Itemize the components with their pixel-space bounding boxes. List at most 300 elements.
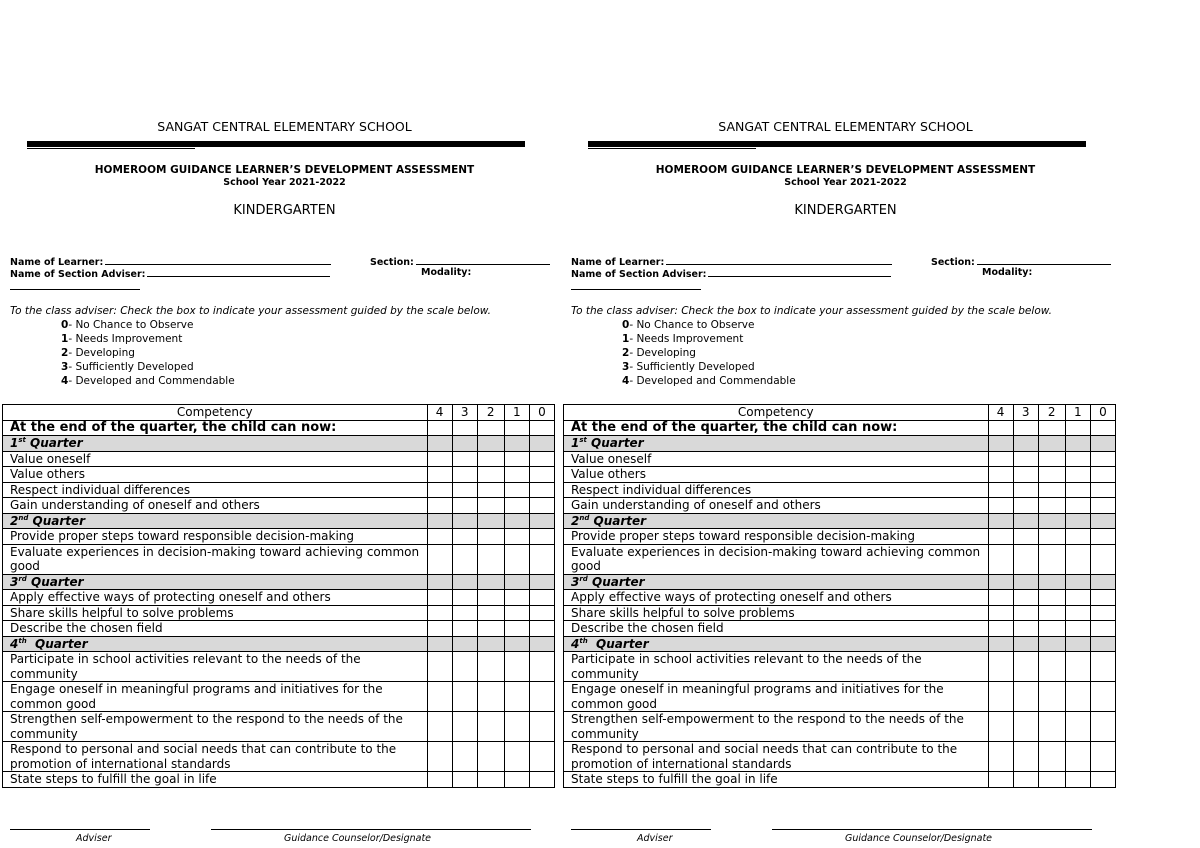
quarter-row: [564, 636, 1116, 652]
competency-row: [3, 498, 555, 514]
score-checkbox[interactable]: [452, 636, 477, 652]
competency-row: [564, 529, 1116, 545]
score-column-header: 4: [427, 405, 452, 421]
competency-row: [564, 652, 1116, 682]
score-checkbox[interactable]: [529, 772, 554, 788]
score-checkbox[interactable]: [504, 590, 529, 606]
school-name: SANGAT CENTRAL ELEMENTARY SCHOOL: [157, 119, 412, 134]
competency-text: Describe the chosen field: [3, 621, 428, 637]
score-checkbox[interactable]: [529, 590, 554, 606]
score-checkbox[interactable]: [988, 574, 1013, 590]
score-checkbox[interactable]: [504, 513, 529, 529]
score-checkbox[interactable]: [1013, 772, 1038, 788]
score-checkbox[interactable]: [477, 605, 504, 621]
score-checkbox[interactable]: [988, 682, 1013, 712]
scale-item: 1- Needs Improvement: [622, 333, 744, 345]
score-column-header: 1: [504, 405, 529, 421]
quarter-label: 3rd Quarter: [564, 574, 989, 590]
adviser-signature-line[interactable]: [10, 829, 150, 830]
score-checkbox[interactable]: [1090, 682, 1115, 712]
score-checkbox[interactable]: [529, 529, 554, 545]
score-checkbox[interactable]: [504, 574, 529, 590]
score-checkbox[interactable]: [477, 513, 504, 529]
score-checkbox[interactable]: [504, 712, 529, 742]
scale-item: 2- Developing: [622, 347, 696, 359]
score-checkbox[interactable]: [988, 529, 1013, 545]
score-checkbox[interactable]: [1038, 621, 1065, 637]
score-checkbox[interactable]: [1013, 451, 1038, 467]
score-checkbox[interactable]: [529, 652, 554, 682]
score-checkbox[interactable]: [504, 772, 529, 788]
competency-text: Engage oneself in meaningful programs and initiatives for the common good: [564, 682, 989, 712]
competency-text: Respond to personal and social needs that can contribute to the promotion of international standards: [564, 742, 989, 772]
score-checkbox[interactable]: [1065, 652, 1090, 682]
score-checkbox[interactable]: [988, 636, 1013, 652]
section-adviser-line[interactable]: [708, 267, 891, 277]
score-checkbox[interactable]: [1090, 652, 1115, 682]
score-checkbox[interactable]: [477, 652, 504, 682]
score-checkbox[interactable]: [988, 712, 1013, 742]
form-title: HOMEROOM GUIDANCE LEARNER’S DEVELOPMENT ASSESSMENT: [655, 164, 1036, 176]
score-checkbox[interactable]: [1090, 420, 1115, 436]
section-line[interactable]: [977, 255, 1111, 265]
learner-name-line[interactable]: [105, 255, 331, 265]
score-checkbox[interactable]: [1038, 772, 1065, 788]
adviser-label: Adviser: [76, 833, 112, 844]
competency-text: Strengthen self-empowerment to the respond to the needs of the community: [564, 712, 989, 742]
score-checkbox[interactable]: [1090, 436, 1115, 452]
score-checkbox[interactable]: [1090, 712, 1115, 742]
score-checkbox[interactable]: [504, 482, 529, 498]
score-checkbox[interactable]: [1038, 574, 1065, 590]
competency-row: [564, 544, 1116, 574]
scale-item: 0- No Chance to Observe: [622, 319, 755, 331]
scale-item: 1- Needs Improvement: [61, 333, 183, 345]
score-checkbox[interactable]: [988, 621, 1013, 637]
quarter-label: 1st Quarter: [564, 436, 989, 452]
score-checkbox[interactable]: [529, 636, 554, 652]
score-checkbox[interactable]: [427, 682, 452, 712]
score-checkbox[interactable]: [452, 529, 477, 545]
score-checkbox[interactable]: [529, 513, 554, 529]
adviser-label: Adviser: [637, 833, 673, 844]
score-checkbox[interactable]: [1090, 574, 1115, 590]
score-checkbox[interactable]: [988, 451, 1013, 467]
score-checkbox[interactable]: [1065, 712, 1090, 742]
score-checkbox[interactable]: [427, 529, 452, 545]
score-checkbox[interactable]: [1038, 467, 1065, 483]
score-checkbox[interactable]: [427, 772, 452, 788]
learner-name-line[interactable]: [666, 255, 892, 265]
score-checkbox[interactable]: [988, 772, 1013, 788]
assessment-form: [2, 0, 557, 848]
score-checkbox[interactable]: [427, 742, 452, 772]
score-checkbox[interactable]: [1065, 682, 1090, 712]
competency-text: Evaluate experiences in decision-making toward achieving common good: [3, 544, 428, 574]
score-checkbox[interactable]: [452, 513, 477, 529]
instruction-text: To the class adviser: Check the box to indicate your assessment guided by the scale below.: [10, 305, 491, 317]
score-checkbox[interactable]: [427, 513, 452, 529]
score-checkbox[interactable]: [452, 574, 477, 590]
modality-field[interactable]: [982, 267, 1032, 278]
score-checkbox[interactable]: [1090, 451, 1115, 467]
quarter-label: 4th Quarter: [3, 636, 428, 652]
score-checkbox[interactable]: [1090, 467, 1115, 483]
score-checkbox[interactable]: [1038, 482, 1065, 498]
competency-row: [3, 682, 555, 712]
score-checkbox[interactable]: [988, 742, 1013, 772]
score-checkbox[interactable]: [988, 420, 1013, 436]
quarter-row: [564, 574, 1116, 590]
score-column-header: 2: [477, 405, 504, 421]
modality-field[interactable]: [421, 267, 471, 278]
score-checkbox[interactable]: [988, 482, 1013, 498]
competency-row: [564, 482, 1116, 498]
score-checkbox[interactable]: [1065, 605, 1090, 621]
score-checkbox[interactable]: [452, 498, 477, 514]
score-checkbox[interactable]: [427, 652, 452, 682]
section-adviser-line[interactable]: [147, 267, 330, 277]
score-checkbox[interactable]: [1013, 621, 1038, 637]
modality-line[interactable]: [571, 280, 701, 290]
score-checkbox[interactable]: [504, 636, 529, 652]
score-checkbox[interactable]: [529, 574, 554, 590]
score-checkbox[interactable]: [504, 467, 529, 483]
score-checkbox[interactable]: [1065, 498, 1090, 514]
score-checkbox[interactable]: [452, 605, 477, 621]
score-checkbox[interactable]: [529, 742, 554, 772]
score-checkbox[interactable]: [504, 742, 529, 772]
score-checkbox[interactable]: [477, 621, 504, 637]
score-checkbox[interactable]: [477, 482, 504, 498]
adviser-signature-line[interactable]: [571, 829, 711, 830]
score-checkbox[interactable]: [1065, 636, 1090, 652]
score-checkbox[interactable]: [452, 482, 477, 498]
score-checkbox[interactable]: [529, 621, 554, 637]
score-checkbox[interactable]: [1038, 498, 1065, 514]
score-checkbox[interactable]: [1065, 742, 1090, 772]
school-name: SANGAT CENTRAL ELEMENTARY SCHOOL: [718, 119, 973, 134]
score-checkbox[interactable]: [1090, 772, 1115, 788]
competency-text: Apply effective ways of protecting oneself and others: [564, 590, 989, 606]
score-checkbox[interactable]: [427, 451, 452, 467]
score-checkbox[interactable]: [1013, 636, 1038, 652]
score-checkbox[interactable]: [452, 742, 477, 772]
score-checkbox[interactable]: [477, 742, 504, 772]
scale-item: 3- Sufficiently Developed: [622, 361, 755, 373]
quarter-row: [3, 636, 555, 652]
score-checkbox[interactable]: [1090, 529, 1115, 545]
score-checkbox[interactable]: [529, 544, 554, 574]
quarter-row: [564, 513, 1116, 529]
score-checkbox[interactable]: [988, 652, 1013, 682]
competency-row: [564, 742, 1116, 772]
score-checkbox[interactable]: [477, 467, 504, 483]
score-checkbox[interactable]: [988, 498, 1013, 514]
score-checkbox[interactable]: [1013, 605, 1038, 621]
score-checkbox[interactable]: [477, 636, 504, 652]
score-checkbox[interactable]: [1038, 712, 1065, 742]
score-column-header: 2: [1038, 405, 1065, 421]
score-checkbox[interactable]: [477, 544, 504, 574]
score-checkbox[interactable]: [1090, 513, 1115, 529]
score-checkbox[interactable]: [504, 605, 529, 621]
competency-text: Value others: [3, 467, 428, 483]
learner-name-label: Name of Learner:: [10, 257, 104, 268]
modality-label: Modality:: [421, 267, 472, 278]
score-checkbox[interactable]: [477, 682, 504, 712]
score-column-header: 0: [529, 405, 554, 421]
score-checkbox[interactable]: [1038, 742, 1065, 772]
score-checkbox[interactable]: [1013, 420, 1038, 436]
score-checkbox[interactable]: [529, 436, 554, 452]
modality-line-field[interactable]: [10, 280, 140, 293]
scale-item: 2- Developing: [61, 347, 135, 359]
score-checkbox[interactable]: [504, 621, 529, 637]
header-rule-thin: [588, 148, 756, 149]
grade-level: KINDERGARTEN: [794, 203, 897, 218]
score-checkbox[interactable]: [1065, 529, 1090, 545]
intro-row: [564, 420, 1116, 436]
competency-text: Engage oneself in meaningful programs and initiatives for the common good: [3, 682, 428, 712]
counselor-signature-line[interactable]: [772, 829, 1092, 830]
score-checkbox[interactable]: [427, 498, 452, 514]
score-checkbox[interactable]: [1090, 742, 1115, 772]
score-checkbox[interactable]: [1038, 636, 1065, 652]
scale-item: 4- Developed and Commendable: [622, 375, 796, 387]
modality-line[interactable]: [10, 280, 140, 290]
competency-text: State steps to fulfill the goal in life: [3, 772, 428, 788]
quarter-row: [3, 436, 555, 452]
score-checkbox[interactable]: [427, 420, 452, 436]
score-checkbox[interactable]: [1065, 467, 1090, 483]
score-checkbox[interactable]: [477, 451, 504, 467]
score-checkbox[interactable]: [1013, 544, 1038, 574]
score-checkbox[interactable]: [1038, 513, 1065, 529]
score-column-header: 0: [1090, 405, 1115, 421]
score-checkbox[interactable]: [529, 605, 554, 621]
competency-row: [564, 498, 1116, 514]
score-checkbox[interactable]: [1038, 451, 1065, 467]
score-checkbox[interactable]: [1013, 513, 1038, 529]
competency-text: Value oneself: [3, 451, 428, 467]
score-checkbox[interactable]: [1013, 652, 1038, 682]
score-checkbox[interactable]: [1013, 529, 1038, 545]
competency-row: [3, 544, 555, 574]
competency-text: Gain understanding of oneself and others: [3, 498, 428, 514]
competency-text: Value oneself: [564, 451, 989, 467]
score-checkbox[interactable]: [504, 420, 529, 436]
score-checkbox[interactable]: [1090, 621, 1115, 637]
intro-text: At the end of the quarter, the child can now:: [564, 420, 989, 436]
score-checkbox[interactable]: [477, 574, 504, 590]
score-checkbox[interactable]: [529, 712, 554, 742]
score-checkbox[interactable]: [504, 498, 529, 514]
competency-row: [564, 772, 1116, 788]
score-checkbox[interactable]: [477, 529, 504, 545]
school-year: School Year 2021-2022: [223, 177, 346, 188]
section-label: Section:: [370, 257, 414, 268]
score-checkbox[interactable]: [427, 605, 452, 621]
score-checkbox[interactable]: [1065, 772, 1090, 788]
section-adviser-label: Name of Section Adviser:: [10, 269, 146, 280]
score-checkbox[interactable]: [1038, 436, 1065, 452]
score-checkbox[interactable]: [427, 467, 452, 483]
score-checkbox[interactable]: [1038, 420, 1065, 436]
grade-level: KINDERGARTEN: [233, 203, 336, 218]
form-title: HOMEROOM GUIDANCE LEARNER’S DEVELOPMENT ASSESSMENT: [94, 164, 475, 176]
score-checkbox[interactable]: [1038, 605, 1065, 621]
score-checkbox[interactable]: [1038, 529, 1065, 545]
score-checkbox[interactable]: [452, 712, 477, 742]
score-checkbox[interactable]: [477, 772, 504, 788]
score-checkbox[interactable]: [1065, 590, 1090, 606]
score-checkbox[interactable]: [427, 436, 452, 452]
score-checkbox[interactable]: [477, 498, 504, 514]
score-checkbox[interactable]: [427, 590, 452, 606]
competency-row: [3, 590, 555, 606]
table-header-row: [564, 405, 1116, 421]
score-checkbox[interactable]: [1090, 482, 1115, 498]
score-checkbox[interactable]: [477, 590, 504, 606]
scale-item: 0- No Chance to Observe: [61, 319, 194, 331]
counselor-signature-line[interactable]: [211, 829, 531, 830]
score-checkbox[interactable]: [452, 621, 477, 637]
score-checkbox[interactable]: [452, 772, 477, 788]
score-checkbox[interactable]: [1013, 482, 1038, 498]
score-checkbox[interactable]: [529, 682, 554, 712]
section-adviser-label: Name of Section Adviser:: [571, 269, 707, 280]
competency-row: [3, 742, 555, 772]
score-checkbox[interactable]: [1065, 621, 1090, 637]
score-checkbox[interactable]: [452, 544, 477, 574]
header-rule: [588, 141, 1086, 147]
competency-table-body: [3, 405, 555, 788]
score-checkbox[interactable]: [988, 590, 1013, 606]
score-checkbox[interactable]: [452, 436, 477, 452]
score-checkbox[interactable]: [988, 605, 1013, 621]
section-line[interactable]: [416, 255, 550, 265]
score-checkbox[interactable]: [529, 420, 554, 436]
score-checkbox[interactable]: [504, 544, 529, 574]
score-checkbox[interactable]: [529, 498, 554, 514]
score-checkbox[interactable]: [477, 436, 504, 452]
score-checkbox[interactable]: [1065, 544, 1090, 574]
score-checkbox[interactable]: [1090, 544, 1115, 574]
scale-item: 4- Developed and Commendable: [61, 375, 235, 387]
header-rule-thin: [27, 148, 195, 149]
score-checkbox[interactable]: [427, 636, 452, 652]
competency-text: Provide proper steps toward responsible decision-making: [564, 529, 989, 545]
counselor-label: Guidance Counselor/Designate: [284, 833, 432, 844]
score-checkbox[interactable]: [427, 482, 452, 498]
competency-row: [564, 451, 1116, 467]
competency-row: [3, 772, 555, 788]
quarter-label: 3rd Quarter: [3, 574, 428, 590]
score-column-header: 1: [1065, 405, 1090, 421]
competency-header: Competency: [564, 405, 989, 421]
competency-text: Value others: [564, 467, 989, 483]
score-checkbox[interactable]: [1065, 482, 1090, 498]
modality-label: Modality:: [982, 267, 1033, 278]
score-checkbox[interactable]: [1013, 436, 1038, 452]
score-checkbox[interactable]: [988, 544, 1013, 574]
score-checkbox[interactable]: [1065, 574, 1090, 590]
score-checkbox[interactable]: [1038, 590, 1065, 606]
score-checkbox[interactable]: [477, 712, 504, 742]
competency-row: [3, 712, 555, 742]
score-checkbox[interactable]: [452, 590, 477, 606]
score-checkbox[interactable]: [504, 451, 529, 467]
score-checkbox[interactable]: [504, 529, 529, 545]
score-checkbox[interactable]: [529, 451, 554, 467]
quarter-label: 4th Quarter: [564, 636, 989, 652]
score-checkbox[interactable]: [452, 682, 477, 712]
modality-line-field[interactable]: [571, 280, 701, 293]
score-checkbox[interactable]: [1065, 420, 1090, 436]
competency-row: [564, 605, 1116, 621]
score-checkbox[interactable]: [504, 652, 529, 682]
score-checkbox[interactable]: [1090, 498, 1115, 514]
section-adviser-field[interactable]: [10, 267, 330, 280]
score-checkbox[interactable]: [529, 482, 554, 498]
score-checkbox[interactable]: [529, 467, 554, 483]
score-checkbox[interactable]: [427, 621, 452, 637]
score-checkbox[interactable]: [988, 467, 1013, 483]
competency-text: State steps to fulfill the goal in life: [564, 772, 989, 788]
competency-row: [564, 682, 1116, 712]
score-checkbox[interactable]: [452, 451, 477, 467]
score-checkbox[interactable]: [427, 712, 452, 742]
score-checkbox[interactable]: [452, 652, 477, 682]
score-checkbox[interactable]: [477, 420, 504, 436]
score-checkbox[interactable]: [427, 574, 452, 590]
competency-text: Share skills helpful to solve problems: [3, 605, 428, 621]
competency-header: Competency: [3, 405, 428, 421]
score-checkbox[interactable]: [1038, 682, 1065, 712]
score-checkbox[interactable]: [988, 436, 1013, 452]
score-checkbox[interactable]: [1013, 742, 1038, 772]
score-checkbox[interactable]: [504, 436, 529, 452]
score-checkbox[interactable]: [1013, 590, 1038, 606]
counselor-label: Guidance Counselor/Designate: [845, 833, 993, 844]
intro-row: [3, 420, 555, 436]
score-checkbox[interactable]: [1090, 605, 1115, 621]
score-checkbox[interactable]: [1065, 436, 1090, 452]
quarter-label: 2nd Quarter: [3, 513, 428, 529]
score-checkbox[interactable]: [1013, 498, 1038, 514]
score-checkbox[interactable]: [1013, 712, 1038, 742]
score-checkbox[interactable]: [1013, 574, 1038, 590]
score-checkbox[interactable]: [504, 682, 529, 712]
score-checkbox[interactable]: [1065, 513, 1090, 529]
score-checkbox[interactable]: [1038, 652, 1065, 682]
score-checkbox[interactable]: [1065, 451, 1090, 467]
score-checkbox[interactable]: [452, 467, 477, 483]
section-adviser-field[interactable]: [571, 267, 891, 280]
score-checkbox[interactable]: [1013, 467, 1038, 483]
competency-text: Apply effective ways of protecting oneself and others: [3, 590, 428, 606]
score-checkbox[interactable]: [988, 513, 1013, 529]
score-column-header: 4: [988, 405, 1013, 421]
score-checkbox[interactable]: [427, 544, 452, 574]
score-checkbox[interactable]: [1090, 636, 1115, 652]
score-checkbox[interactable]: [1090, 590, 1115, 606]
score-checkbox[interactable]: [452, 420, 477, 436]
score-checkbox[interactable]: [1038, 544, 1065, 574]
score-checkbox[interactable]: [1013, 682, 1038, 712]
competency-table: [563, 404, 1116, 788]
